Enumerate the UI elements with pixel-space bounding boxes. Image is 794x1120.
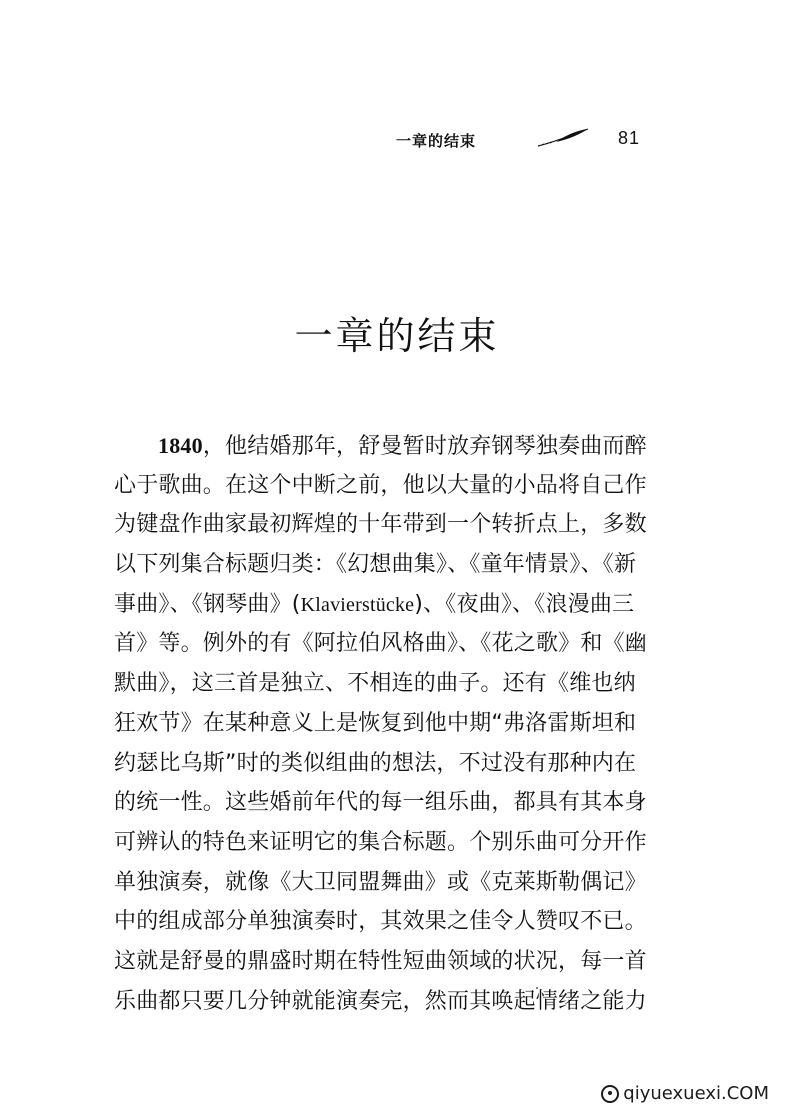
text-line: 单独演奏，就像《大卫同盟舞曲》或《克莱斯勒偶记》 (114, 869, 647, 895)
text-line: 的统一性。这些婚前年代的每一组乐曲，都具有其本身 (114, 790, 647, 816)
text-run: )、《夜曲》、《浪漫曲三 (414, 591, 635, 617)
watermark (601, 1083, 769, 1104)
running-head-title: 一章的结束 (396, 132, 477, 150)
running-head (396, 122, 656, 156)
text-line: 狂欢节》在某种意义上是恢复到他中期“弗洛雷斯坦和 (114, 710, 637, 736)
page-number: 81 (618, 128, 641, 148)
text-line: 默曲》，这三首是独立、不相连的曲子。还有《维也纳 (114, 671, 636, 697)
text-line: 以下列集合标题归类：《幻想曲集》、《童年情景》、《新 (114, 552, 637, 578)
text-run: 事曲》、《钢琴曲》( (114, 591, 301, 617)
text-line: 这就是舒曼的鼎盛时期在特性短曲领域的状况，每一首 (114, 948, 647, 974)
text-run: ，他结婚那年，舒曼暂时放弃钢琴独奏曲而醉 (202, 434, 647, 459)
text-line: 中的组成部分单独演奏时，其效果之佳令人赞叹不已。 (114, 909, 647, 935)
body-paragraph (114, 432, 688, 1027)
feather-icon (536, 126, 592, 150)
watermark-text: qiyuexuexi.COM (623, 1083, 769, 1104)
scan-speck (536, 987, 538, 989)
text-line (114, 591, 688, 631)
text-line: 心于歌曲。在这个中断之前，他以大量的小品将自己作 (114, 472, 647, 498)
chapter-title: 一章的结束 (294, 314, 500, 359)
text-line (114, 432, 688, 472)
text-line: 乐曲都只要几分钟就能演奏完，然而其唤起情绪之能力 (114, 988, 647, 1014)
text-line: 可辨认的特色来证明它的集合标题。个别乐曲可分开作 (114, 829, 647, 855)
foreign-title: Klavierstücke (300, 593, 415, 616)
text-line: 首》等。例外的有《阿拉伯风格曲》、《花之歌》和《幽 (114, 631, 648, 657)
q-logo-icon (601, 1085, 619, 1103)
text-line: 约瑟比乌斯”时的类似组曲的想法，不过没有那种内在 (114, 750, 637, 776)
text-line: 为键盘作曲家最初辉煌的十年带到一个转折点上，多数 (114, 512, 647, 538)
year-number: 1840 (158, 433, 203, 458)
